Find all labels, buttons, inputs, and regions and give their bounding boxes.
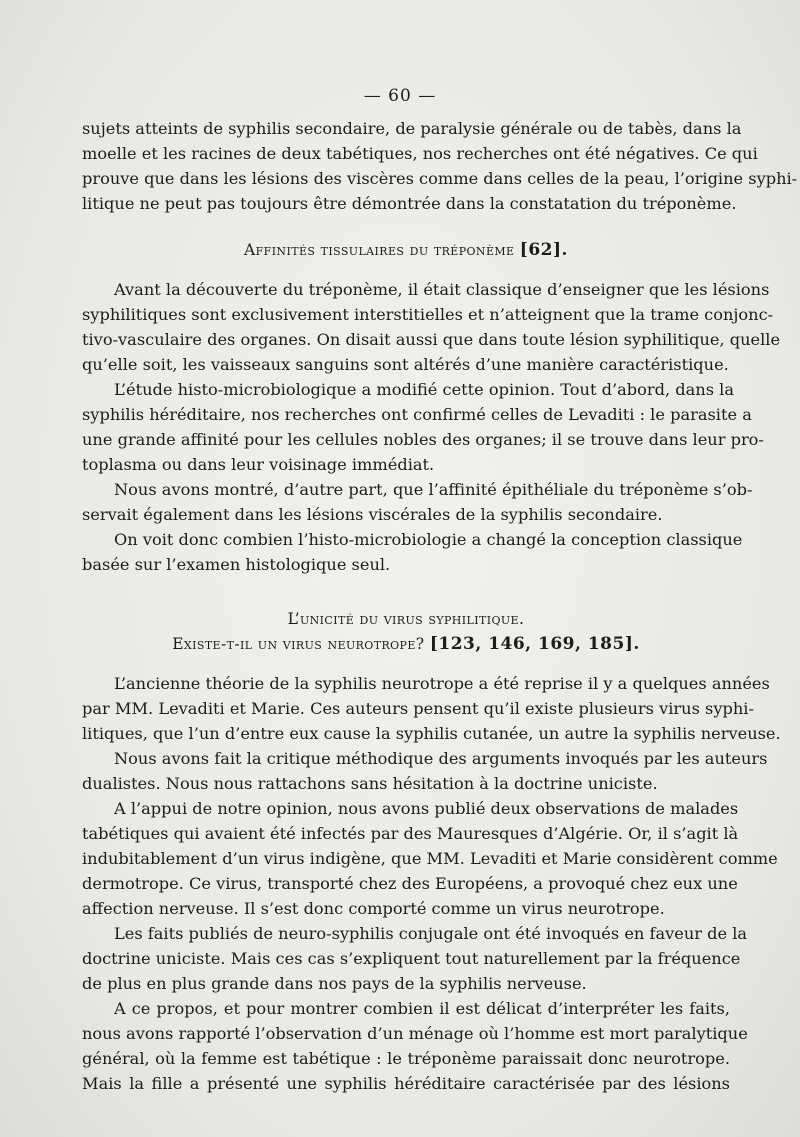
paragraph-7 [82,746,768,796]
paragraph-5 [82,527,743,577]
section-heading-unicite: L’unicité du virus syphilitique. [287,610,525,628]
paragraph-6 [82,671,781,746]
text-line: syphilitiques sont exclusivement interstitielles et n’atteignent que la trame conjonc- [82,305,774,324]
subheading-reference: [123, 146, 169, 185]. [429,634,640,654]
text-line: indubitablement d’un virus indigène, que MM. Levaditi et Marie considèrent comme [82,849,778,868]
paragraph-8 [82,796,778,921]
text-line: dualistes. Nous nous rattachons sans hésitation à la doctrine uniciste. [82,774,658,793]
text-line: On voit donc combien l’histo-microbiologie a changé la conception classique [114,530,743,549]
text-line: tivo-vasculaire des organes. On disait aussi que dans toute lésion syphilitique, quelle [82,330,781,349]
text-line: A l’appui de notre opinion, nous avons publié deux observations de malades [114,799,739,818]
text-line: L’ancienne théorie de la syphilis neurotrope a été reprise il y a quelques années [114,674,770,693]
paragraph-9 [82,921,748,996]
paragraph-3 [82,377,764,477]
paragraph-10 [82,996,748,1096]
paragraph-2 [82,277,781,377]
text-line: toplasma ou dans leur voisinage immédiat. [82,455,435,474]
text-line: Les faits publiés de neuro-syphilis conjugale ont été invoqués en faveur de la [114,924,748,943]
text-line: basée sur l’examen histologique seul. [82,555,391,574]
text-line: de plus en plus grande dans nos pays de la syphilis nerveuse. [82,974,587,993]
text-line: litique ne peut pas toujours être démontrée dans la constatation du tréponème. [82,194,737,213]
paragraph-4 [82,477,753,527]
text-line: une grande affinité pour les cellules nobles des organes; il se trouve dans leur pro- [82,430,764,449]
paragraph-1 [82,116,798,216]
text-line: Avant la découverte du tréponème, il était classique d’enseigner que les lésions [114,280,770,299]
text-line: doctrine uniciste. Mais ces cas s’expliquent tout naturellement par la fréquence [82,949,741,968]
subheading-text: Existe-t-il un virus neurotrope? [172,635,430,653]
page-number: — 60 — [363,86,437,106]
section-subheading-neurotrope [82,632,730,657]
heading-text: Affinités tissulaires du tréponème [244,241,520,259]
text-line: dermotrope. Ce virus, transporté chez des Européens, a provoqué chez eux une [82,874,738,893]
body-text [82,116,798,1096]
section-heading-affinites [82,238,730,263]
text-line: qu’elle soit, les vaisseaux sanguins sont altérés d’une manière caractéristique. [82,355,729,374]
text-line: servait également dans les lésions viscérales de la syphilis secondaire. [82,505,663,524]
text-line: tabétiques qui avaient été infectés par des Mauresques d’Algérie. Or, il s’agit là [82,824,739,843]
text-line: L’étude histo-microbiologique a modifié cette opinion. Tout d’abord, dans la [114,380,734,399]
text-line: A ce propos, et pour montrer combien il est délicat d’interpréter les faits, [114,999,730,1018]
text-line: par MM. Levaditi et Marie. Ces auteurs pensent qu’il existe plusieurs virus syphi- [82,699,754,718]
text-line: moelle et les racines de deux tabétiques, nos recherches ont été négatives. Ce qui [82,144,758,163]
text-line: Mais la fille a présenté une syphilis héréditaire caractérisée par des lésions [82,1074,730,1093]
text-line: sujets atteints de syphilis secondaire, de paralysie générale ou de tabès, dans la [82,119,742,138]
text-line: syphilis héréditaire, nos recherches ont confirmé celles de Levaditi : le parasite a [82,405,752,424]
text-line: Nous avons montré, d’autre part, que l’affinité épithéliale du tréponème s’ob- [114,480,753,499]
text-line: nous avons rapporté l’observation d’un ménage où l’homme est mort paralytique [82,1024,748,1043]
text-line: Nous avons fait la critique méthodique des arguments invoqués par les auteurs [114,749,768,768]
text-line: général, où la femme est tabétique : le tréponème paraissait donc neurotrope. [82,1049,730,1068]
text-line: affection nerveuse. Il s’est donc comporté comme un virus neurotrope. [82,899,665,918]
text-line: litiques, que l’un d’entre eux cause la syphilis cutanée, un autre la syphilis nerveuse. [82,724,781,743]
text-line: prouve que dans les lésions des viscères comme dans celles de la peau, l’origine syphi- [82,169,798,188]
heading-reference: [62]. [519,240,568,260]
